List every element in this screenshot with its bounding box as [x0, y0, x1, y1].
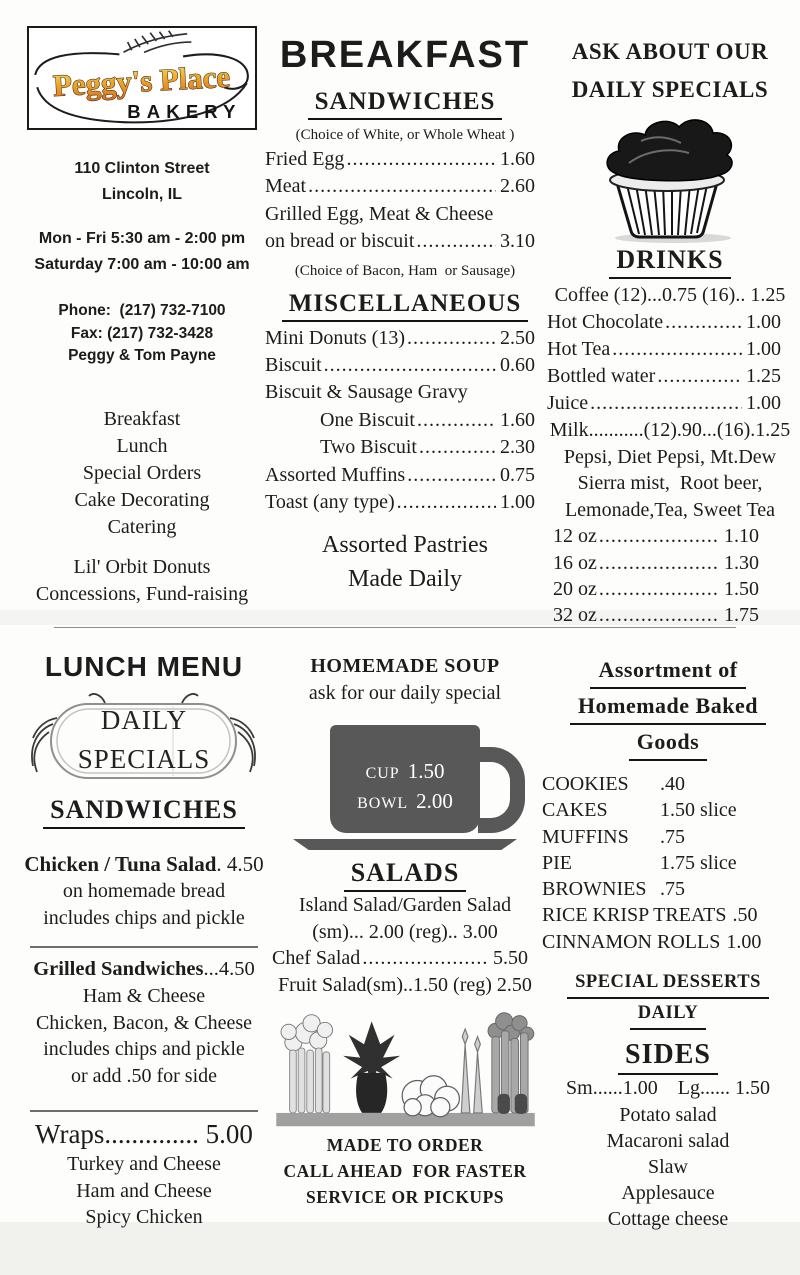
baked-heading-2: Homemade Baked [570, 689, 766, 725]
item-price: 1.00 [746, 311, 781, 333]
pastries-line-2: Made Daily [348, 566, 462, 593]
special-desserts-wrap-2 [540, 999, 796, 1030]
cauliflower [402, 1076, 459, 1117]
baked-goods-column [540, 653, 796, 1232]
menu-row-mini-donuts [263, 325, 547, 352]
chicken-tuna-name: Chicken / Tuna Salad [24, 852, 217, 876]
special-desserts-wrap-1 [540, 968, 796, 999]
special-desserts-1: SPECIAL DESSERTS [567, 968, 769, 999]
drinks-column [543, 33, 797, 629]
service-breakfast: Breakfast [103, 407, 181, 430]
menu-row-toast [263, 489, 547, 516]
special-desserts-2: DAILY [630, 999, 706, 1030]
item-name: BROWNIES [542, 878, 647, 901]
wraps-desc-3: Spicy Chicken [85, 1206, 203, 1228]
side-macaroni-salad: Macaroni salad [606, 1130, 730, 1153]
baked-row-cookies [540, 771, 796, 797]
sign-specials: SPECIALS [77, 744, 211, 774]
wheat-sprig-icon [124, 31, 192, 53]
drinks-heading: DRINKS [609, 244, 730, 279]
side-cottage-cheese: Cottage cheese [607, 1208, 729, 1231]
item-name: Toast (any type) [265, 491, 395, 514]
side-applesauce: Applesauce [621, 1182, 715, 1205]
drinks-heading-wrap [543, 244, 797, 279]
item-price: 1.50 slice [660, 799, 737, 822]
order-note-1: MADE TO ORDER [326, 1135, 484, 1155]
fountain-line-1: Pepsi, Diet Pepsi, Mt.Dew [563, 446, 777, 468]
address-line-1: 110 Clinton Street [74, 160, 210, 177]
item-price: .50 [732, 904, 758, 927]
item-price: .75 [660, 825, 685, 848]
service-catering: Catering [107, 515, 177, 538]
daily-specials-sign [21, 690, 267, 794]
baked-row-cakes [540, 797, 796, 823]
celery-bunch-light [281, 1015, 333, 1113]
baked-heading-wrap-3 [540, 725, 796, 761]
dot-leader [612, 336, 742, 363]
asparagus-spears [461, 1029, 482, 1113]
bowl-price-line [330, 789, 480, 814]
drink-row-hot-chocolate [543, 309, 797, 336]
soup-heading: HOMEMADE SOUP [310, 655, 500, 677]
dot-leader [362, 945, 489, 972]
item-name: 16 oz [553, 551, 597, 574]
item-name: Two Biscuit [320, 436, 417, 459]
baked-items-list [540, 771, 796, 955]
item-price: 1.50 [724, 578, 759, 601]
dot-leader [599, 550, 720, 576]
logo-bakery-label: BAKERY [127, 101, 242, 123]
item-name: One Biscuit [320, 408, 415, 431]
baked-row-rice-krisp [540, 902, 796, 928]
bakery-logo [27, 26, 257, 130]
dot-leader [407, 325, 496, 352]
dot-leader [419, 434, 496, 461]
side-potato-salad: Potato salad [619, 1104, 717, 1127]
salads-heading-wrap [266, 857, 544, 892]
address-line-2: Lincoln, IL [102, 186, 182, 203]
item-price: .75 [660, 878, 685, 901]
sign-daily: DAILY [100, 705, 188, 735]
dot-leader [657, 363, 742, 390]
size-row-20oz [543, 576, 797, 602]
grilled-desc-1: Ham & Cheese [82, 985, 206, 1007]
combo-name-line: Grilled Egg, Meat & Cheese [265, 202, 494, 225]
chicken-desc-1: on homemade bread [62, 880, 226, 902]
dark-leafy-plant [343, 1021, 400, 1113]
item-name: Fried Egg [265, 148, 345, 170]
item-price: 1.00 [746, 392, 781, 414]
lunch-sandwiches-heading-wrap [20, 794, 268, 829]
dot-leader [324, 352, 496, 379]
fruit-salad-line: Fruit Salad(sm)..1.50 (reg) 2.50 [278, 973, 532, 996]
bread-choice-note: (Choice of White, or Whole Wheat ) [295, 127, 515, 143]
service-cake-decorating: Cake Decorating [74, 488, 210, 511]
logo-name: Peggy's Place [52, 59, 231, 103]
item-name: 32 oz [553, 604, 597, 627]
cup-price: 1.50 [407, 759, 445, 783]
soup-subheading: ask for our daily special [308, 682, 502, 704]
dot-leader [599, 576, 720, 602]
item-price: 1.25 [746, 365, 781, 387]
grilled-desc-3: includes chips and pickle [43, 1038, 245, 1060]
item-name: Bottled water [547, 365, 656, 387]
drink-row-juice [543, 390, 797, 417]
lunch-menu-title: LUNCH MENU [44, 651, 244, 682]
menu-row-two-biscuit [263, 434, 547, 461]
baked-row-brownies [540, 876, 796, 902]
baked-heading-wrap-2 [540, 689, 796, 725]
dot-leader [599, 523, 720, 549]
owners-line: Peggy & Tom Payne [68, 347, 216, 364]
sides-heading-wrap [540, 1038, 796, 1075]
gravy-line: Biscuit & Sausage Gravy [265, 381, 468, 404]
fax-line: Fax: (217) 732-3428 [70, 324, 214, 342]
item-price: 2.50 [500, 326, 535, 349]
info-column [18, 26, 266, 608]
dot-leader [407, 462, 496, 489]
milk-line: Milk...........(12).90...(16).1.25 [549, 419, 791, 441]
miscellaneous-heading: MISCELLANEOUS [282, 289, 529, 322]
breakfast-column [263, 33, 547, 596]
menu-row-fried-egg [263, 146, 547, 173]
item-name: Hot Chocolate [547, 311, 664, 333]
order-note-2: CALL AHEAD FOR FASTER [283, 1161, 527, 1181]
misc-heading-wrap [263, 289, 547, 322]
lunch-divider-2 [30, 1110, 258, 1112]
item-name: on bread or biscuit [265, 230, 415, 253]
item-price: 1.00 [746, 338, 781, 360]
pastries-line-1: Assorted Pastries [322, 532, 488, 559]
chef-salad-row [266, 945, 544, 972]
hours-saturday: Saturday 7:00 am - 10:00 am [34, 256, 250, 273]
soup-salads-column [266, 653, 544, 1210]
size-row-16oz [543, 550, 797, 576]
dot-leader [346, 146, 496, 173]
chicken-tuna-price: . 4.50 [216, 852, 264, 876]
item-price: 0.75 [500, 463, 535, 486]
celery-bunch-dark [488, 1013, 534, 1114]
item-price: 5.50 [493, 947, 528, 969]
sides-sizes-line: Sm......1.00 Lg...... 1.50 [566, 1077, 770, 1100]
veggie-shelf [276, 1113, 534, 1126]
wraps-line: Wraps.............. 5.00 [35, 1119, 253, 1149]
fountain-line-3: Lemonade,Tea, Sweet Tea [564, 498, 776, 521]
item-name: MUFFINS [542, 825, 629, 848]
item-name: Hot Tea [547, 338, 611, 360]
vegetables-illustration [268, 1008, 543, 1132]
item-name: CINNAMON ROLLS [542, 930, 721, 953]
bowl-price: 2.00 [416, 789, 453, 813]
baked-row-cinnamon-rolls [540, 929, 796, 955]
baked-row-pie [540, 850, 796, 876]
sides-heading: SIDES [618, 1038, 718, 1075]
lunch-divider-1 [30, 946, 258, 948]
drink-row-bottled-water [543, 363, 797, 390]
baked-heading-1: Assortment of [590, 653, 745, 689]
wraps-desc-2: Ham and Cheese [76, 1179, 212, 1202]
item-name: Mini Donuts (13) [265, 326, 405, 349]
coffee-line: Coffee (12)...0.75 (16).. 1.25 [554, 284, 786, 306]
chicken-desc-2: includes chips and pickle [43, 906, 245, 929]
baked-row-muffins [540, 824, 796, 850]
item-price: 1.30 [724, 551, 759, 574]
fountain-line-2: Sierra mist, Root beer, [577, 472, 763, 495]
item-price: 0.60 [500, 354, 535, 377]
item-name: PIE [542, 851, 572, 874]
dot-leader [397, 489, 496, 516]
item-price: 2.60 [500, 175, 535, 198]
item-price: 1.60 [500, 148, 535, 170]
menu-row-muffins [263, 462, 547, 489]
item-name: COOKIES [542, 773, 629, 795]
item-price: 1.75 slice [660, 851, 737, 874]
dot-leader [590, 390, 742, 417]
item-name: 12 oz [553, 525, 597, 548]
service-special-orders: Special Orders [82, 461, 202, 484]
item-name: Juice [547, 392, 589, 414]
lunch-column [20, 650, 268, 1231]
cup-price-line [330, 759, 480, 784]
item-name: Meat [265, 175, 307, 198]
grilled-desc-2: Chicken, Bacon, & Cheese [35, 1011, 253, 1034]
grilled-desc-4: or add .50 for side [70, 1064, 218, 1087]
dot-leader [665, 309, 742, 336]
bowl-word: BOWL [357, 795, 409, 812]
menu-row-meat [263, 173, 547, 200]
grilled-name: Grilled Sandwiches [33, 958, 204, 980]
item-name: Assorted Muffins [265, 463, 406, 486]
dot-leader [599, 602, 720, 628]
baked-heading-3: Goods [629, 725, 707, 761]
item-price: 1.10 [724, 525, 759, 548]
dot-leader [417, 407, 496, 434]
item-name: 20 oz [553, 578, 597, 601]
item-price: 2.30 [500, 436, 535, 459]
menu-row-one-biscuit [263, 407, 547, 434]
breakfast-title: BREAKFAST [279, 34, 531, 76]
item-name: RICE KRISP TREATS [542, 904, 727, 927]
dot-leader [308, 173, 496, 200]
item-name: Chef Salad [272, 947, 361, 969]
ask-specials-line-2: DAILY SPECIALS [571, 77, 769, 102]
item-price: .40 [660, 773, 685, 795]
drink-row-hot-tea [543, 336, 797, 363]
item-price: 1.00 [726, 930, 762, 953]
item-price: 1.00 [500, 491, 535, 514]
grilled-line [20, 956, 268, 983]
meat-choice-note: (Choice of Bacon, Ham or Sausage) [294, 262, 516, 279]
salad-line-1: Island Salad/Garden Salad [298, 894, 512, 916]
extra-concessions: Concessions, Fund-raising [35, 582, 249, 605]
menu-row-biscuit [263, 352, 547, 379]
extra-donuts: Lil' Orbit Donuts [73, 555, 211, 578]
item-price: 1.60 [500, 408, 535, 431]
cupcake-illustration [585, 111, 755, 244]
service-lunch: Lunch [116, 434, 168, 457]
bakery-logo-art [29, 28, 255, 128]
side-slaw: Slaw [648, 1156, 688, 1179]
wraps-desc-1: Turkey and Cheese [67, 1153, 221, 1175]
sandwiches-heading-wrap [263, 87, 547, 120]
size-row-12oz [543, 523, 797, 549]
hours-weekday: Mon - Fri 5:30 am - 2:00 pm [38, 230, 246, 247]
lunch-sandwiches-heading: SANDWICHES [43, 794, 245, 829]
chicken-tuna-line [20, 850, 268, 878]
size-row-32oz [543, 602, 797, 628]
cup-word: CUP [365, 765, 400, 782]
order-note-3: SERVICE OR PICKUPS [306, 1187, 504, 1207]
salad-line-2: (sm)... 2.00 (reg).. 3.00 [312, 920, 498, 943]
menu-row-combo [263, 228, 547, 255]
mug-saucer [293, 839, 517, 850]
item-price: 1.75 [724, 604, 759, 627]
salads-heading: SALADS [344, 857, 467, 892]
item-name: CAKES [542, 799, 608, 822]
baked-heading-wrap-1 [540, 653, 796, 689]
soup-mug-illustration [277, 719, 533, 857]
phone-line: Phone: (217) 732-7100 [58, 302, 226, 319]
item-name: Biscuit [265, 354, 322, 377]
dot-leader [416, 228, 496, 255]
grilled-price: ...4.50 [203, 958, 255, 980]
mug-handle [478, 747, 525, 833]
item-price: 3.10 [500, 230, 535, 253]
sandwiches-heading: SANDWICHES [308, 87, 503, 120]
ask-specials-line-1: ASK ABOUT OUR [571, 39, 769, 64]
